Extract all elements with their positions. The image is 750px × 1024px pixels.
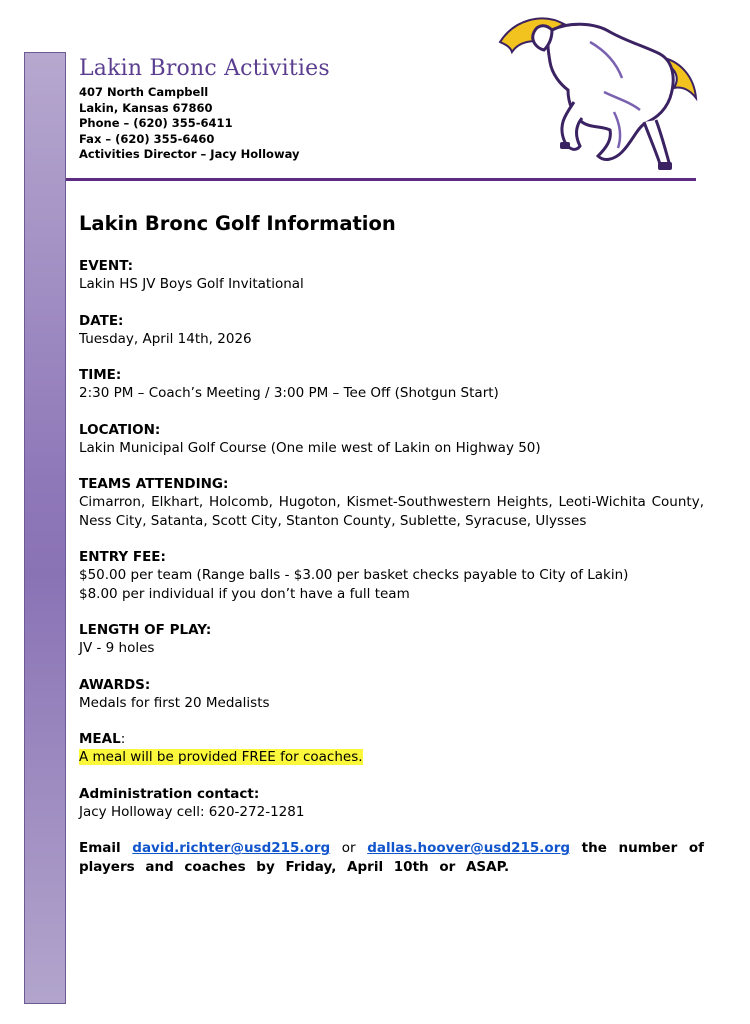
- time-section: [79, 366, 704, 403]
- meal-label: MEAL: [79, 731, 121, 747]
- address-line-1: 407 North Campbell: [79, 85, 209, 99]
- teams-label: TEAMS ATTENDING:: [79, 476, 229, 492]
- bronco-horse-icon: [494, 2, 704, 174]
- admin-value: Jacy Holloway cell: 620-272-1281: [79, 803, 305, 820]
- length-section: [79, 621, 704, 658]
- location-value: Lakin Municipal Golf Course (One mile west of Lakin on Highway 50): [79, 439, 541, 456]
- admin-section: [79, 785, 704, 822]
- location-section: [79, 421, 704, 458]
- header-divider: [66, 178, 696, 181]
- director-line: Activities Director – Jacy Holloway: [79, 147, 300, 161]
- time-value: 2:30 PM – Coach’s Meeting / 3:00 PM – Tee Off (Shotgun Start): [79, 385, 499, 401]
- email-link-dallas[interactable]: dallas.hoover@usd215.org: [367, 840, 571, 856]
- entry-fee-line-1: $50.00 per team (Range balls - $3.00 per basket checks payable to City of Lakin): [79, 567, 629, 583]
- document-title: Lakin Bronc Golf Information: [79, 212, 396, 235]
- date-section: [79, 312, 704, 349]
- meal-label-row: [79, 730, 704, 748]
- meal-colon: :: [120, 731, 126, 747]
- horse-hoof: [560, 142, 570, 149]
- email-instructions: [79, 839, 704, 877]
- length-value: JV - 9 holes: [79, 640, 155, 656]
- event-section: [79, 257, 704, 294]
- sidebar-decoration: [24, 52, 66, 1004]
- time-label: TIME:: [79, 367, 122, 383]
- event-value: Lakin HS JV Boys Golf Invitational: [79, 276, 304, 292]
- meal-section: [79, 730, 704, 767]
- location-label: LOCATION:: [79, 421, 161, 438]
- date-value: Tuesday, April 14th, 2026: [79, 330, 252, 347]
- event-label: EVENT:: [79, 258, 134, 274]
- document-body: [79, 212, 704, 877]
- horse-back-leg: [644, 120, 670, 166]
- awards-label: AWARDS:: [79, 676, 151, 693]
- email-link-david[interactable]: david.richter@usd215.org: [132, 840, 331, 856]
- horse-hoof: [658, 162, 672, 170]
- entry-fee-section: [79, 548, 704, 603]
- length-label: LENGTH OF PLAY:: [79, 622, 212, 638]
- teams-value: Cimarron, Elkhart, Holcomb, Hugoton, Kismet-Southwestern Heights, Leoti-Wichita County, Ness City, Satanta, Scott City, Stanton County, Sublette, Syracuse, Ulysses: [79, 494, 704, 529]
- phone-line: Phone – (620) 355-6411: [79, 116, 233, 130]
- letterhead: [79, 56, 330, 163]
- admin-label: Administration contact:: [79, 785, 260, 802]
- email-or: or: [341, 840, 356, 856]
- entry-fee-label: ENTRY FEE:: [79, 549, 166, 565]
- fax-line: Fax – (620) 355-6460: [79, 131, 215, 146]
- address-line-2: Lakin, Kansas 67860: [79, 100, 213, 115]
- entry-fee-line-2: $8.00 per individual if you don’t have a full team: [79, 585, 410, 602]
- awards-value: Medals for first 20 Medalists: [79, 694, 270, 711]
- date-label: DATE:: [79, 312, 124, 329]
- awards-section: [79, 676, 704, 713]
- email-prefix: Email: [79, 840, 121, 856]
- teams-section: [79, 475, 704, 530]
- email-suffix: the number of players and coaches by Friday, April 10th or ASAP.: [79, 840, 705, 875]
- org-name: Lakin Bronc Activities: [79, 56, 330, 81]
- meal-value: A meal will be provided FREE for coaches.: [79, 749, 363, 765]
